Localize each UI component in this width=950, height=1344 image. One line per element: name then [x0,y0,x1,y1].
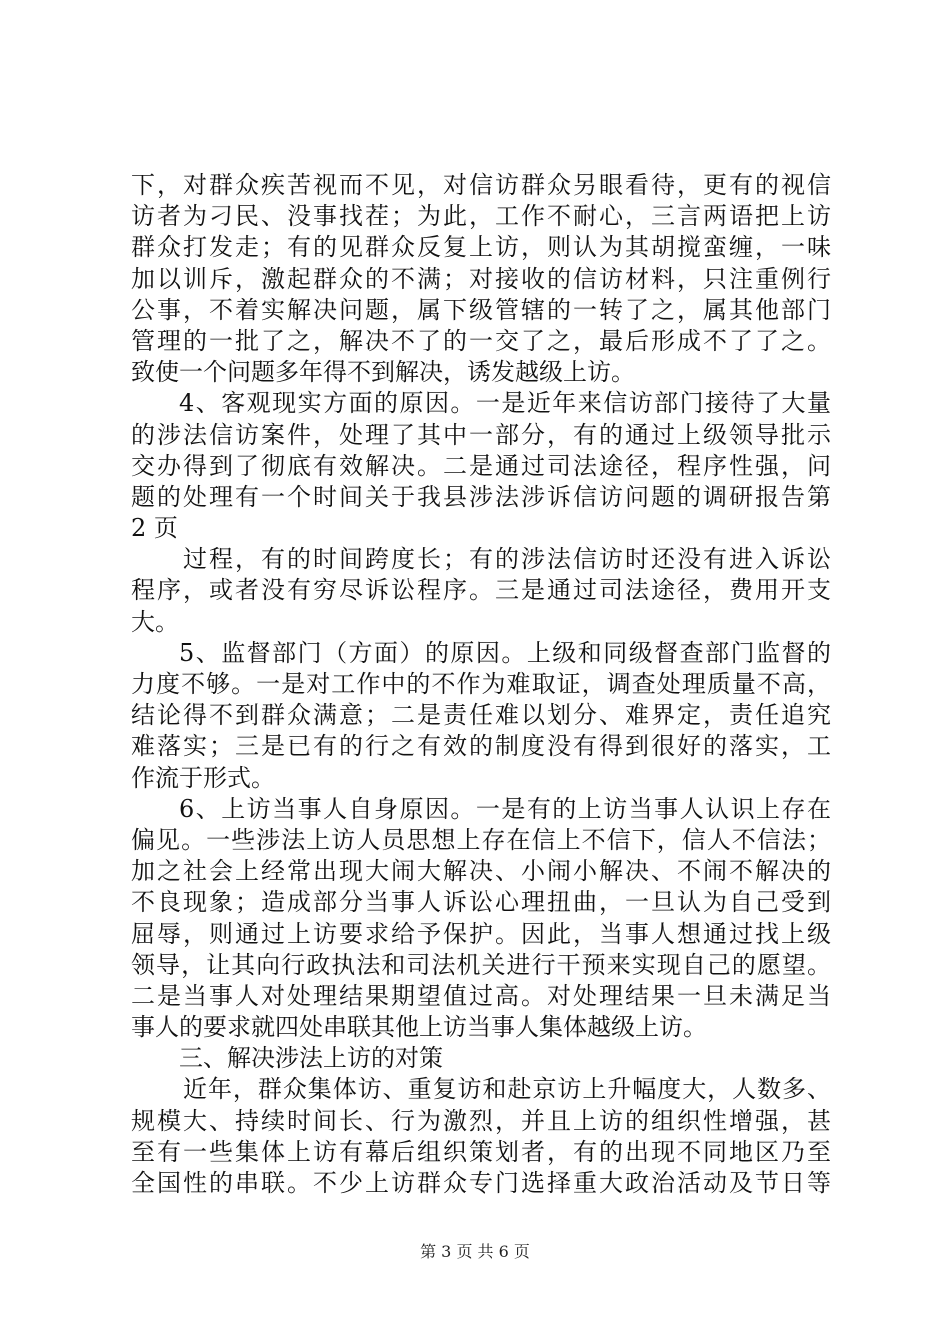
text-line: 领导，让其向行政执法和司法机关进行干预来实现自己的愿望。 [131,950,831,979]
text-line: 作流于形式。 [131,763,275,792]
text-line: 访者为刁民、没事找茬；为此，工作不耐心，三言两语把上访 [131,202,831,231]
text-line: 管理的一批了之，解决不了的一交了之，最后形成不了了之。 [131,326,831,355]
text-line: 交办得到了彻底有效解决。二是通过司法途径，程序性强，问 [131,451,831,480]
text-line: 事人的要求就四处串联其他上访当事人集体越级上访。 [131,1013,707,1042]
text-line: 加之社会上经常出现大闹大解决、小闹小解决、不闹不解决的 [131,857,831,886]
text-line: 难落实；三是已有的行之有效的制度没有得到很好的落实，工 [131,732,831,761]
text-line: 全国性的串联。不少上访群众专门选择重大政治活动及节日等 [131,1169,831,1197]
text-line: 过程，有的时间跨度长；有的涉法信访时还没有进入诉讼 [183,545,831,574]
text-line: 致使一个问题多年得不到解决，诱发越级上访。 [131,358,635,387]
text-line: 屈辱，则通过上访要求给予保护。因此，当事人想通过找上级 [131,919,831,948]
text-line: 不良现象；造成部分当事人诉讼心理扭曲，一旦认为自己受到 [131,888,831,917]
text-line: 结论得不到群众满意；二是责任难以划分、难界定，责任追究 [131,701,831,730]
text-line: 二是当事人对处理结果期望值过高。对处理结果一旦未满足当 [131,981,831,1010]
text-line: 的涉法信访案件，处理了其中一部分，有的通过上级领导批示 [131,420,831,449]
text-line: 偏见。一些涉法上访人员思想上存在信上不信下，信人不信法； [131,825,831,854]
text-line: 三、解决涉法上访的对策 [179,1044,443,1073]
page-footer: 第 3 页 共 6 页 [420,1242,530,1261]
text-line: 5、监督部门（方面）的原因。上级和同级督查部门监督的 [179,638,831,667]
document-body [131,170,831,1199]
text-line: 下，对群众疾苦视而不见，对信访群众另眼看待，更有的视信 [131,171,831,199]
text-line: 近年，群众集体访、重复访和赴京访上升幅度大，人数多、 [183,1075,831,1104]
text-line: 公事，不着实解决问题，属下级管辖的一转了之，属其他部门 [131,295,831,324]
text-line: 群众打发走；有的见群众反复上访，则认为其胡搅蛮缠，一味 [131,233,831,262]
text-line: 程序，或者没有穷尽诉讼程序。三是通过司法途径，费用开支 [131,576,831,605]
text-line: 大。 [131,607,179,636]
text-line: 加以训斥，激起群众的不满；对接收的信访材料，只注重例行 [131,264,831,293]
text-line: 题的处理有一个时间关于我县涉法涉诉信访问题的调研报告第 [131,482,831,511]
text-line: 力度不够。一是对工作中的不作为难取证，调查处理质量不高， [131,670,831,698]
text-line: 至有一些集体上访有幕后组织策划者，有的出现不同地区乃至 [131,1137,831,1166]
text-line: 规模大、持续时间长、行为激烈，并且上访的组织性增强，甚 [131,1106,831,1135]
text-line: 2 页 [131,514,178,543]
text-line: 6、上访当事人自身原因。一是有的上访当事人认识上存在 [179,794,831,823]
text-line: 4、客观现实方面的原因。一是近年来信访部门接待了大量 [179,389,831,418]
